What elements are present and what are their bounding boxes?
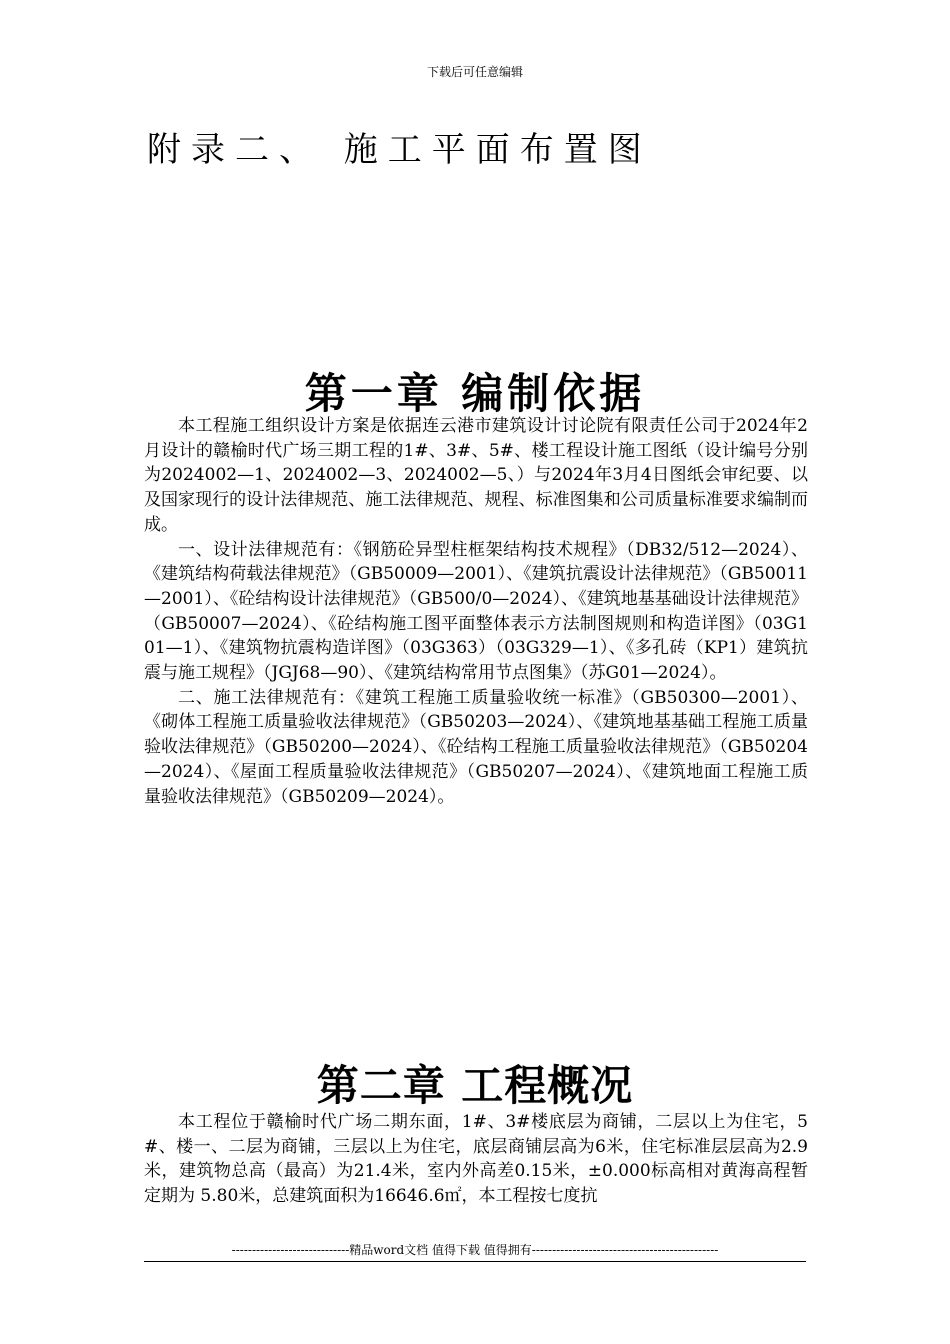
footer-divider — [144, 1261, 806, 1262]
appendix-title: 附录二、 施工平面布置图 — [147, 130, 652, 170]
chapter-1-title: 第一章 编制依据 — [304, 369, 646, 418]
chapter-1-paragraph: 二、施工法律规范有：《建筑工程施工质量验收统一标准》（GB50300—2001）、《砌体工程施工质量验收法律规范》（GB50203—2024）、《建筑地基基础工程施工质量验收法律规范》（GB50200—2024）、《砼结构工程施工质量验收法律规范》（GB50204—2024）、《屋面工程质量验收法律规范》（GB50207—2024）、《建筑地面工程施工质量验收法律规范》（GB50209—2024）。 — [144, 687, 808, 807]
chapter-1-paragraph: 本工程施工组织设计方案是依据连云港市建筑设计讨论院有限责任公司于2024年2月设计的赣榆时代广场三期工程的1#、3#、5#、楼工程设计施工图纸（设计编号分别为2024002—1、2024002—3、2024002—5、）与2024年3月4日图纸会审纪要、以及国家现行的设计法律规范、施工法律规范、规程、标准图集和公司质量标准要求编制而成。 — [144, 416, 808, 535]
page-footer-text: -----------------------------精品word文档 值得下载 值得拥有---------------------------------------------- — [231, 1243, 719, 1257]
chapter-1-body — [144, 414, 808, 809]
chapter-2-paragraph: 本工程位于赣榆时代广场二期东面，1#、3#楼底层为商铺，二层以上为住宅，5#、楼一、二层为商铺，三层以上为住宅，底层商铺层高为6米，住宅标准层层高为2.9米，建筑物总高（最高）为21.4米，室内外高差0.15米，±0.000标高相对黄海高程暂定期为 5.80米，总建筑面积为16646.6㎡，本工程按七度抗 — [144, 1112, 808, 1207]
page-header-note: 下载后可任意编辑 — [426, 65, 523, 79]
chapter-2-body — [144, 1110, 808, 1209]
chapter-1-paragraph: 一、设计法律规范有：《钢筋砼异型柱框架结构技术规程》（DB32/512—2024）、《建筑结构荷载法律规范》（GB50009—2001）、《建筑抗震设计法律规范》（GB50011—2001）、《砼结构设计法律规范》（GB500/0—2024）、《建筑地基基础设计法律规范》（GB50007—2024）、《砼结构施工图平面整体表示方法制图规则和构造详图》（03G101—1）、《建筑物抗震构造详图》（03G363）（03G329—1）、《多孔砖（KP1）建筑抗震与施工规程》（JGJ68—90）、《建筑结构常用节点图集》（苏G01—2024）。 — [144, 539, 808, 684]
chapter-2-title: 第二章 工程概况 — [316, 1061, 634, 1110]
